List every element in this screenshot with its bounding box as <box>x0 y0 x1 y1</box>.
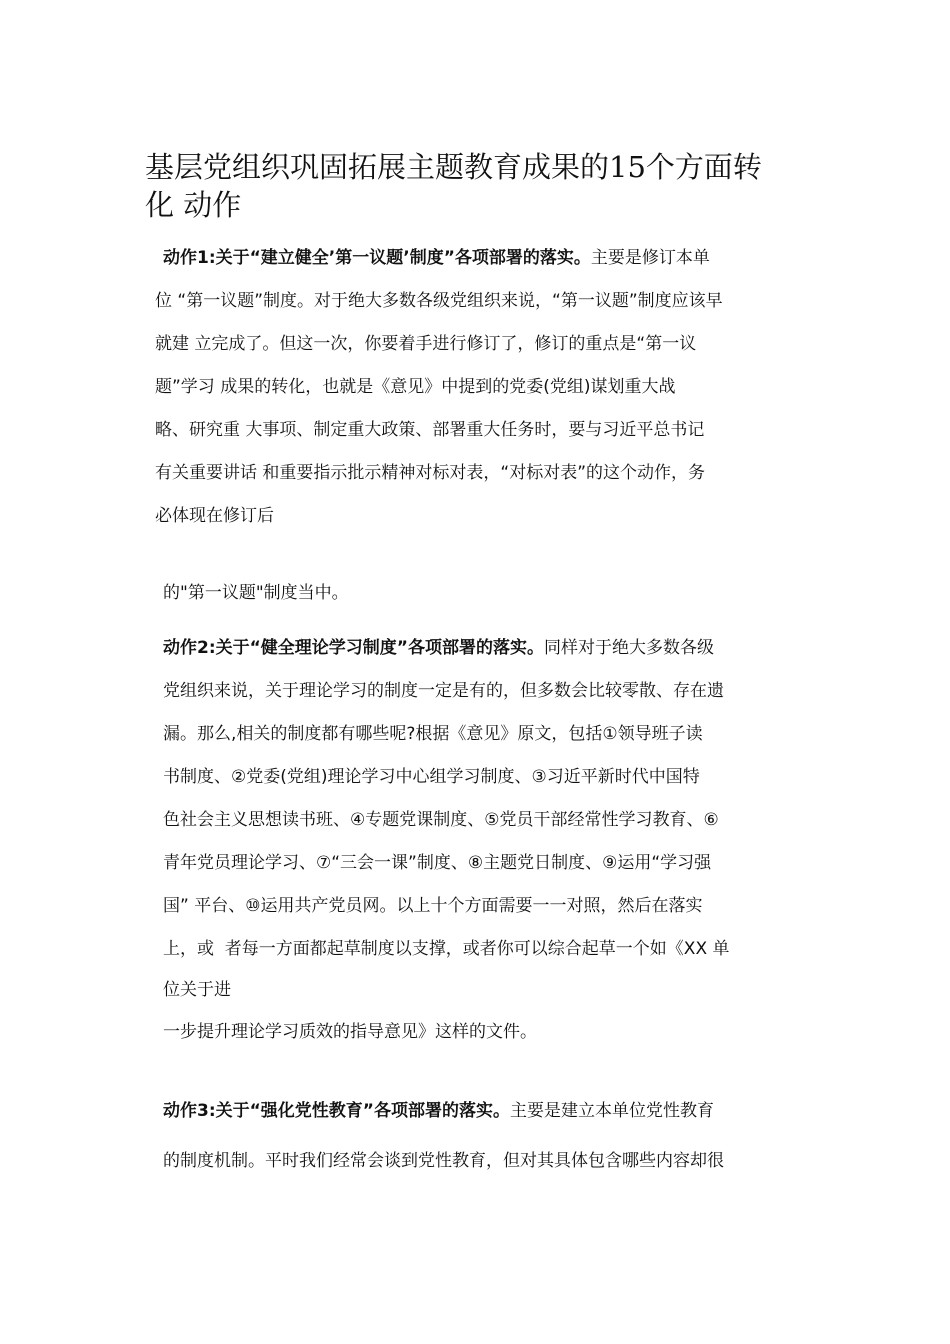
paragraph-line <box>163 980 231 1000</box>
paragraph-text: 必体现在修订后 <box>155 506 274 526</box>
paragraph-text: 党组织来说，关于理论学习的制度一定是有的，但多数会比较零散、存在遗 <box>163 681 724 701</box>
paragraph-line <box>163 767 700 787</box>
paragraph-text: 漏。那么,相关的制度都有哪些呢?根据《意见》原文，包括①领导班子读 <box>163 724 703 744</box>
paragraph-text: 色社会主义思想读书班、④专题党课制度、⑤党员干部经常性学习教育、⑥ <box>163 810 719 830</box>
paragraph-text: 位关于进 <box>163 980 231 1000</box>
paragraph-line <box>163 896 703 916</box>
paragraph-text: 国” 平台、⑩运用共产党员网。以上十个方面需要一一对照，然后在落实 <box>163 896 703 916</box>
paragraph-line <box>163 810 719 830</box>
paragraph-text: 有关重要讲话 和重要指示批示精神对标对表，“对标对表”的这个动作，务 <box>155 463 706 483</box>
title-line-1: 基层党组织巩固拓展主题教育成果的15个方面转 <box>145 150 762 184</box>
paragraph-line <box>155 463 706 483</box>
paragraph-line <box>163 724 703 744</box>
paragraph-text: 书制度、②党委(党组)理论学习中心组学习制度、③习近平新时代中国特 <box>163 767 700 787</box>
paragraph-line <box>155 334 697 354</box>
paragraph-line <box>163 939 730 959</box>
paragraph-text: 略、研究重 大事项、制定重大政策、部署重大任务时，要与习近平总书记 <box>155 420 705 440</box>
paragraph-line <box>155 506 274 526</box>
paragraph-line <box>163 248 710 268</box>
paragraph-line <box>163 638 714 658</box>
paragraph-line <box>163 1022 537 1042</box>
paragraph-line <box>163 583 349 603</box>
paragraph-line <box>163 1101 714 1121</box>
paragraph-lead: 动作3:关于“强化党性教育”各项部署的落实。 <box>163 1101 510 1121</box>
paragraph-line <box>155 420 705 440</box>
paragraph-text: 同样对于绝大多数各级 <box>543 638 714 658</box>
title-line-2: 化 动作 <box>145 188 242 222</box>
paragraph-line <box>155 291 723 311</box>
paragraph-lead: 动作1:关于“建立健全’第一议题’制度”各项部署的落实。 <box>163 248 591 268</box>
paragraph-text: 的制度机制。平时我们经常会谈到党性教育，但对其具体包含哪些内容却很 <box>163 1151 724 1171</box>
paragraph-lead: 动作2:关于“健全理论学习制度”各项部署的落实。 <box>163 638 544 658</box>
paragraph-text: 上，或 者每一方面都起草制度以支撑，或者你可以综合起草一个如《XX 单 <box>163 939 730 959</box>
paragraph-line <box>155 377 676 397</box>
paragraph-text: 主要是修订本单 <box>590 248 710 268</box>
paragraph-text: 位 “第一议题”制度。对于绝大多数各级党组织来说，“第一议题”制度应该早 <box>155 291 723 311</box>
paragraph-text: 主要是建立本单位党性教育 <box>509 1101 714 1121</box>
paragraph-text: 的"第一议题"制度当中。 <box>163 583 349 603</box>
document-title <box>145 148 825 224</box>
paragraph-text: 就建 立完成了。但这一次，你要着手进行修订了，修订的重点是“第一议 <box>155 334 697 354</box>
paragraph-text: 题”学习 成果的转化，也就是《意见》中提到的党委(党组)谋划重大战 <box>155 377 676 397</box>
paragraph-line <box>163 1151 724 1171</box>
paragraph-text: 青年党员理论学习、⑦“三会一课”制度、⑧主题党日制度、⑨运用“学习强 <box>163 853 712 873</box>
paragraph-text: 一步提升理论学习质效的指导意见》这样的文件。 <box>163 1022 537 1042</box>
paragraph-line <box>163 681 724 701</box>
paragraph-line <box>163 853 712 873</box>
